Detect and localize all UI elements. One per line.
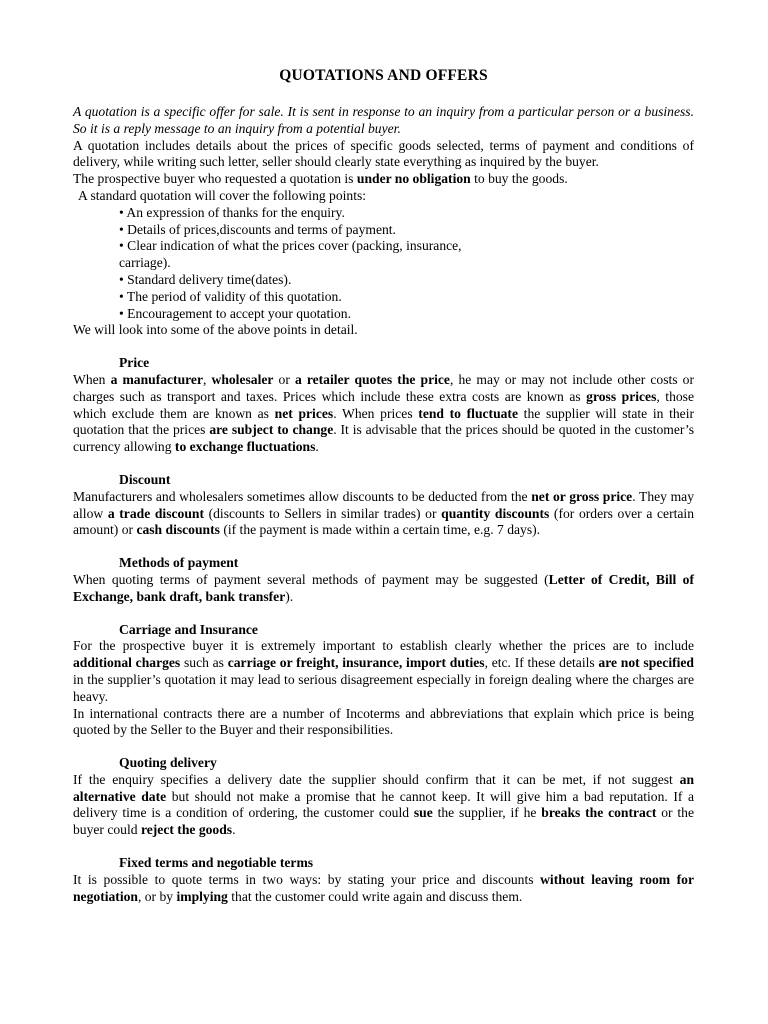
list-item: • An expression of thanks for the enquiry. bbox=[119, 204, 345, 220]
bold-phrase: sue bbox=[413, 805, 433, 821]
text-run: For the prospective buyer it is extremely important to establish clearly whether the prices are to include bbox=[73, 638, 694, 654]
bold-phrase: net or gross price bbox=[531, 488, 633, 504]
text-run: , those which exclude them are known as bbox=[73, 388, 694, 421]
text-run: , or by bbox=[137, 888, 177, 904]
bold-phrase: breaks the contract bbox=[541, 805, 657, 821]
list-item: • The period of validity of this quotation. bbox=[119, 288, 342, 304]
bold-phrase: without leaving room for negotiation bbox=[73, 871, 694, 904]
section-heading-carriage: Carriage and Insurance bbox=[119, 621, 258, 637]
document-title: QUOTATIONS AND OFFERS bbox=[279, 67, 488, 84]
obligation-paragraph: The prospective buyer who requested a quotation is under no obligation to buy the goods. bbox=[73, 171, 568, 187]
document-page bbox=[73, 66, 694, 905]
bold-phrase: an alternative date bbox=[73, 771, 694, 804]
section-body-price bbox=[73, 372, 694, 456]
section-body-terms bbox=[73, 872, 694, 906]
section-body-payment bbox=[73, 572, 694, 606]
list-item: • Details of prices,discounts and terms of payment. bbox=[119, 221, 396, 237]
section-heading-payment: Methods of payment bbox=[119, 555, 239, 571]
list-item-continuation: carriage). bbox=[119, 255, 171, 271]
text-run: It is possible to quote terms in two ways: by stating your price and discounts bbox=[73, 871, 541, 887]
bold-phrase: to exchange fluctuations bbox=[174, 439, 316, 455]
text-run: When bbox=[73, 371, 111, 387]
section-heading-terms: Fixed terms and negotiable terms bbox=[119, 855, 314, 871]
bold-phrase: Letter of Credit, Bill of Exchange, bank draft, bank transfer bbox=[73, 571, 694, 604]
bold-phrase: additional charges bbox=[73, 655, 181, 671]
section-heading-price: Price bbox=[119, 355, 150, 371]
list-item: • Encouragement to accept your quotation. bbox=[119, 305, 351, 321]
text-run: (if the payment is made within a certain time, e.g. 7 days). bbox=[219, 522, 541, 538]
text-run: If the enquiry specifies a delivery date the supplier should confirm that it can be met, if not suggest bbox=[73, 771, 680, 787]
text-run: , etc. If these details bbox=[484, 655, 599, 671]
intro-paragraph: A quotation includes details about the prices of specific goods selected, terms of payment and conditions of delivery, while writing such letter, seller should clearly state everything as inquired by the buyer. bbox=[73, 137, 694, 170]
bold-phrase: net prices bbox=[274, 405, 334, 421]
text-run: or bbox=[273, 371, 295, 387]
text-run: . bbox=[315, 439, 319, 455]
standard-quotation-intro: A standard quotation will cover the following points: bbox=[78, 187, 367, 203]
list-item: • Clear indication of what the prices cover (packing, insurance, bbox=[119, 238, 462, 254]
quotation-points-list bbox=[73, 205, 694, 323]
bold-phrase: quantity discounts bbox=[441, 505, 550, 521]
bold-phrase: tend to fluctuate bbox=[418, 405, 518, 421]
text-run: . When prices bbox=[333, 405, 419, 421]
bold-phrase: gross prices bbox=[586, 388, 657, 404]
text-run: the supplier, if he bbox=[432, 805, 542, 821]
bold-phrase: implying bbox=[176, 888, 228, 904]
bold-phrase: are subject to change bbox=[209, 422, 334, 438]
intro-italic-paragraph: A quotation is a specific offer for sale. It is sent in response to an inquiry from a particular person or a business. So it is a reply message to an inquiry from a potential buyer. bbox=[73, 104, 694, 136]
text-run: such as bbox=[180, 655, 228, 671]
text-run: that the customer could write again and discuss them. bbox=[227, 888, 523, 904]
bold-phrase: reject the goods bbox=[140, 822, 233, 838]
detail-line: We will look into some of the above points in detail. bbox=[73, 322, 358, 338]
bold-phrase: a retailer quotes the price bbox=[294, 371, 450, 387]
section-heading-discount: Discount bbox=[119, 471, 171, 487]
text-run: ). bbox=[285, 588, 294, 604]
bold-phrase: cash discounts bbox=[136, 522, 220, 538]
text-run: the supplier will state in their quotation that the prices bbox=[73, 405, 695, 438]
text-run: or the buyer could bbox=[73, 805, 694, 838]
bold-phrase: a manufacturer bbox=[110, 371, 203, 387]
text-run: When quoting terms of payment several methods of payment may be suggested ( bbox=[73, 571, 549, 587]
obligation-bold: under no obligation bbox=[356, 171, 471, 187]
text-run: . It is advisable that the prices should be quoted in the customer’s currency allowing bbox=[73, 422, 695, 455]
section-heading-delivery: Quoting delivery bbox=[119, 755, 217, 771]
section-body-carriage bbox=[73, 638, 694, 705]
text-run: but should not make a promise that he cannot keep. It will give him a bad reputation. If a delivery time is a condition of ordering, the customer could bbox=[73, 788, 694, 821]
list-item: • Standard delivery time(dates). bbox=[119, 271, 292, 287]
bold-phrase: carriage or freight, insurance, import duties bbox=[227, 655, 485, 671]
section-body-discount bbox=[73, 489, 694, 539]
text-run: . bbox=[232, 822, 236, 838]
section-body-delivery bbox=[73, 772, 694, 839]
bold-phrase: wholesaler bbox=[211, 371, 274, 387]
text-run: (discounts to Sellers in similar trades) or bbox=[203, 505, 442, 521]
text-run: , bbox=[203, 371, 212, 387]
section-body-carriage-incoterms: In international contracts there are a number of Incoterms and abbreviations that explain which price is being quoted by the Seller to the Buyer and their responsibilities. bbox=[73, 705, 694, 738]
bold-phrase: a trade discount bbox=[107, 505, 204, 521]
text-run: Manufacturers and wholesalers sometimes allow discounts to be deducted from the bbox=[73, 488, 532, 504]
text-run: (for orders over a certain amount) or bbox=[73, 505, 694, 538]
bold-phrase: are not specified bbox=[598, 655, 694, 671]
text-run: . They may allow bbox=[73, 488, 694, 521]
text-run: , he may or may not include other costs or charges such as transport and taxes. Prices which include these extra costs are known as bbox=[73, 371, 694, 404]
text-run: in the supplier’s quotation it may lead to serious disagreement especially in foreign dealing where the charges are heavy. bbox=[73, 671, 694, 704]
